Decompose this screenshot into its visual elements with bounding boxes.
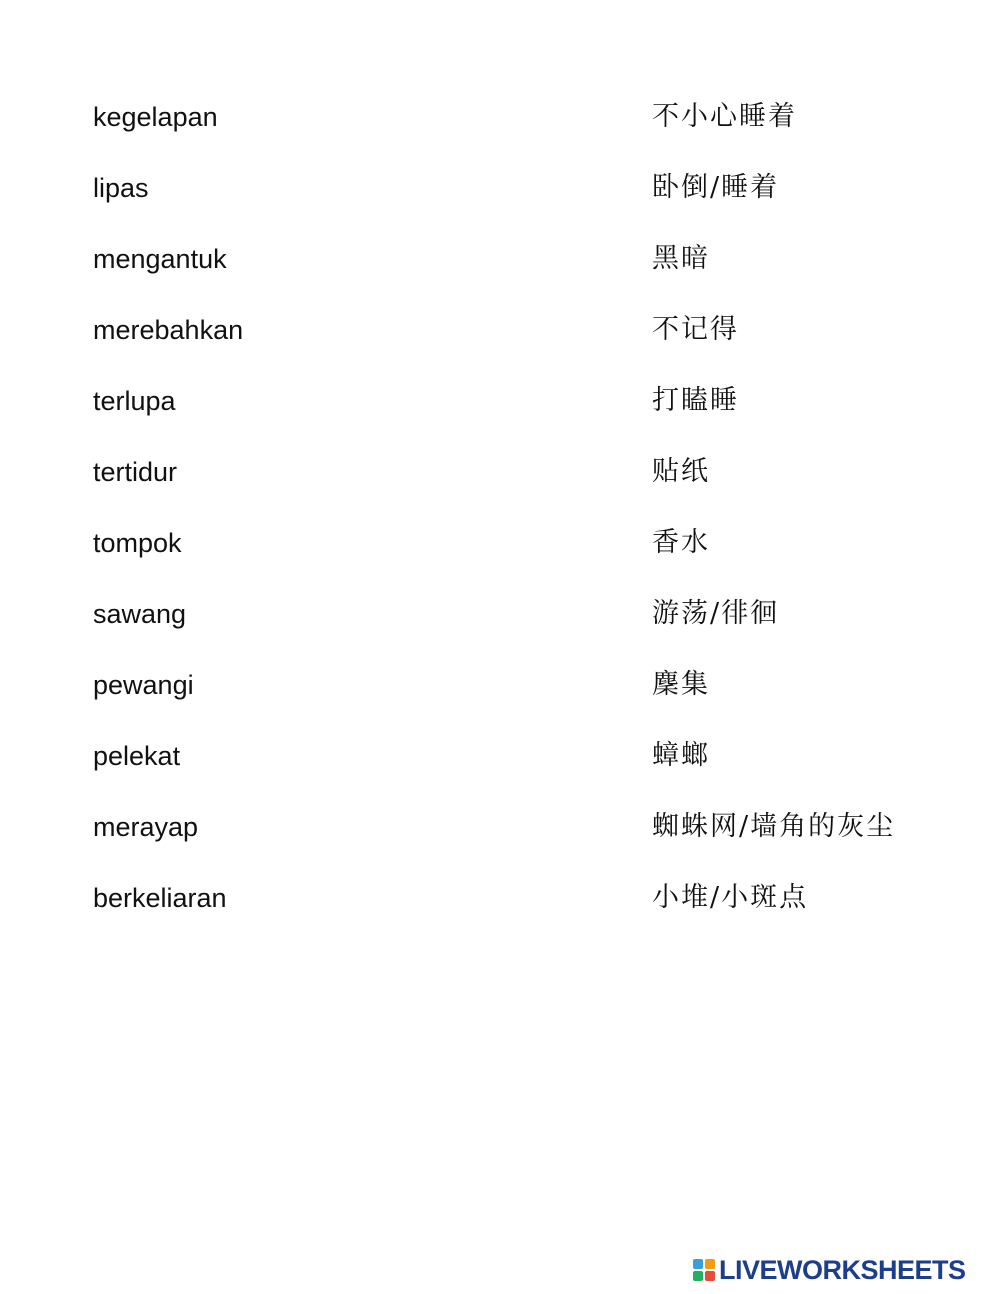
chinese-meaning-column (652, 92, 982, 944)
chinese-meaning: 蟑螂 (652, 740, 710, 771)
logo-square (693, 1259, 703, 1269)
chinese-meaning: 不记得 (652, 314, 739, 345)
malay-word: tompok (93, 528, 182, 558)
chinese-meaning: 蜘蛛网/墙角的灰尘 (652, 811, 896, 842)
malay-word: kegelapan (93, 102, 218, 132)
chinese-meaning: 黑暗 (652, 243, 710, 274)
malay-word: mengantuk (93, 244, 227, 274)
malay-word: lipas (93, 173, 149, 203)
chinese-meaning: 不小心睡着 (652, 101, 797, 132)
logo-square (705, 1271, 715, 1281)
chinese-meaning: 打瞌睡 (652, 385, 739, 416)
malay-word-column (93, 92, 513, 944)
chinese-meaning: 香水 (652, 527, 710, 558)
logo-square (693, 1271, 703, 1281)
malay-word: pelekat (93, 741, 181, 771)
chinese-meaning: 小堆/小斑点 (652, 882, 809, 913)
malay-word: pewangi (93, 670, 194, 700)
malay-word: merayap (93, 812, 199, 842)
malay-word: sawang (93, 599, 187, 629)
malay-word: tertidur (93, 457, 178, 487)
logo-square (705, 1259, 715, 1269)
malay-word: merebahkan (93, 315, 244, 345)
liveworksheets-logo (693, 1255, 966, 1285)
chinese-meaning: 麇集 (652, 669, 710, 700)
chinese-meaning: 游荡/徘徊 (652, 598, 780, 629)
liveworksheets-grid-icon (693, 1259, 715, 1281)
chinese-meaning: 卧倒/睡着 (652, 172, 780, 203)
chinese-meaning: 贴纸 (652, 456, 710, 487)
malay-word: terlupa (93, 386, 176, 416)
malay-word: berkeliaran (93, 883, 227, 913)
logo-text: LIVEWORKSHEETS (719, 1254, 966, 1285)
